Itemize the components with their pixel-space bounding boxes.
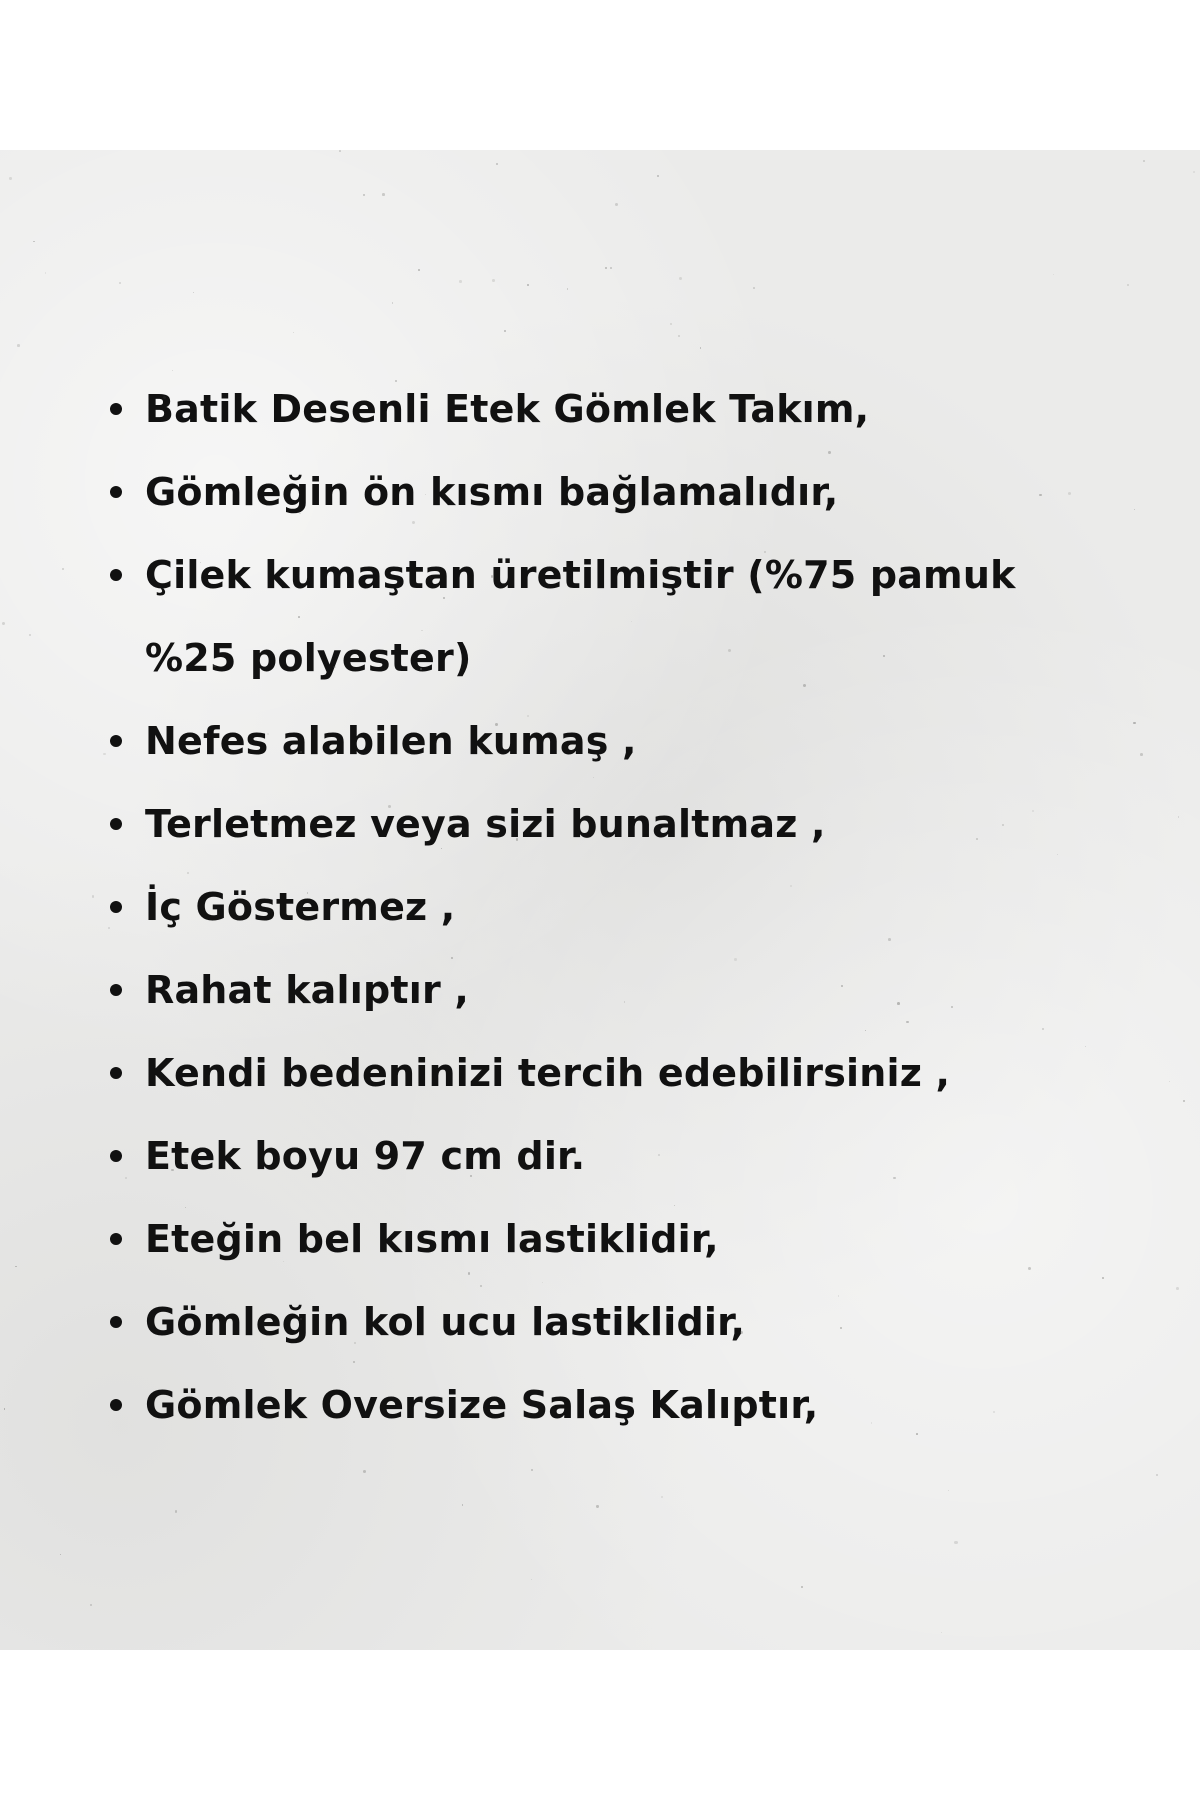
feature-text: İç Göstermez ,	[145, 885, 456, 929]
paper-speck	[412, 521, 415, 524]
paper-speck	[657, 175, 659, 177]
paper-speck	[451, 957, 453, 959]
bullet-icon	[110, 1233, 122, 1245]
paper-speck	[492, 279, 495, 282]
feature-item	[105, 1281, 1105, 1364]
paper-speck	[678, 335, 680, 337]
bullet-icon	[110, 818, 122, 830]
paper-speck	[108, 927, 110, 929]
paper-speck	[33, 241, 35, 243]
paper-speck	[828, 451, 831, 454]
paper-speck	[1140, 753, 1143, 756]
paper-speck	[175, 1510, 177, 1512]
paper-speck	[185, 1207, 186, 1208]
feature-text: Nefes alabilen kumaş ,	[145, 719, 637, 763]
paper-speck	[883, 655, 885, 657]
paper-speck	[1134, 509, 1136, 511]
feature-item	[105, 534, 1105, 700]
feature-text: Çilek kumaştan üretilmiştir (%75 pamuk	[145, 553, 1016, 597]
paper-speck	[948, 1490, 949, 1491]
paper-speck	[661, 1496, 663, 1498]
paper-speck	[382, 193, 385, 196]
paper-speck	[363, 1470, 366, 1473]
bullet-icon	[110, 1150, 122, 1162]
paper-speck	[193, 292, 194, 293]
paper-speck	[468, 1272, 470, 1274]
paper-speck	[670, 323, 672, 325]
paper-speck	[1178, 816, 1179, 817]
feature-text: Batik Desenli Etek Gömlek Takım,	[145, 387, 870, 431]
feature-text: Gömleğin kol ucu lastiklidir,	[145, 1300, 746, 1344]
feature-text: Gömlek Oversize Salaş Kalıptır,	[145, 1383, 819, 1427]
paper-speck	[615, 203, 618, 206]
paper-speck	[531, 1579, 532, 1580]
bullet-icon	[110, 1399, 122, 1411]
paper-speck	[700, 347, 702, 349]
paper-speck	[307, 892, 308, 893]
paper-speck	[504, 330, 506, 332]
paper-speck	[951, 1006, 952, 1007]
paper-speck	[17, 344, 20, 347]
paper-speck	[531, 1469, 533, 1471]
paper-speck	[163, 396, 166, 399]
paper-speck	[871, 1422, 872, 1423]
paper-speck	[976, 838, 978, 840]
paper-speck	[293, 332, 294, 333]
paper-speck	[1039, 494, 1041, 496]
paper-speck	[1156, 1474, 1158, 1476]
paper-speck	[354, 1342, 356, 1344]
feature-item	[105, 783, 1105, 866]
paper-speck	[29, 634, 31, 636]
paper-speck	[493, 1168, 494, 1169]
paper-speck	[1183, 1100, 1185, 1102]
paper-speck	[2, 622, 5, 625]
bullet-icon	[110, 901, 122, 913]
paper-speck	[300, 751, 302, 753]
paper-speck	[418, 269, 420, 271]
paper-speck	[1193, 171, 1195, 173]
feature-item	[105, 866, 1105, 949]
paper-speck	[527, 284, 529, 286]
bullet-icon	[110, 486, 122, 498]
paper-speck	[841, 985, 843, 987]
paper-speck	[333, 666, 335, 668]
paper-speck	[753, 287, 755, 289]
paper-speck	[679, 277, 682, 280]
paper-background	[0, 150, 1200, 1650]
bullet-icon	[110, 735, 122, 747]
feature-text: Eteğin bel kısmı lastiklidir,	[145, 1217, 719, 1261]
feature-list	[105, 368, 1105, 1447]
paper-speck	[491, 575, 493, 577]
paper-speck	[60, 1554, 61, 1555]
paper-speck	[459, 280, 461, 282]
paper-speck	[516, 838, 518, 840]
paper-speck	[392, 302, 393, 303]
paper-speck	[267, 733, 269, 735]
paper-speck	[462, 1504, 464, 1506]
paper-speck	[4, 1408, 5, 1409]
paper-speck	[916, 1433, 918, 1435]
paper-speck	[420, 668, 421, 669]
paper-speck	[9, 177, 11, 179]
paper-speck	[363, 194, 364, 195]
paper-speck	[567, 288, 569, 290]
paper-speck	[734, 958, 737, 961]
paper-speck	[801, 1586, 803, 1588]
paper-speck	[62, 568, 64, 570]
paper-speck	[187, 872, 189, 874]
feature-text-continuation: %25 polyester)	[145, 636, 472, 680]
feature-item	[105, 451, 1105, 534]
paper-speck	[624, 1001, 626, 1003]
paper-speck	[1176, 1287, 1179, 1290]
bullet-icon	[110, 569, 122, 581]
paper-speck	[395, 380, 397, 382]
paper-speck	[1053, 274, 1054, 275]
paper-speck	[298, 616, 300, 618]
paper-speck	[15, 1266, 16, 1267]
feature-text: Rahat kalıptır ,	[145, 968, 469, 1012]
paper-speck	[1133, 722, 1136, 725]
paper-speck	[941, 1632, 942, 1633]
paper-speck	[92, 895, 94, 897]
paper-speck	[474, 1407, 476, 1409]
bullet-icon	[110, 984, 122, 996]
feature-item	[105, 368, 1105, 451]
paper-speck	[1002, 824, 1004, 826]
bullet-icon	[110, 1316, 122, 1328]
paper-speck	[610, 267, 612, 269]
feature-item	[105, 1032, 1105, 1115]
paper-speck	[119, 282, 121, 284]
paper-speck	[90, 1604, 92, 1606]
paper-speck	[339, 150, 341, 152]
feature-text: Gömleğin ön kısmı bağlamalıdır,	[145, 470, 839, 514]
feature-item	[105, 1198, 1105, 1281]
paper-speck	[605, 267, 607, 269]
paper-speck	[1143, 160, 1145, 162]
feature-item	[105, 1364, 1105, 1447]
paper-speck	[171, 1169, 173, 1171]
bullet-icon	[110, 403, 122, 415]
paper-speck	[1127, 284, 1129, 286]
paper-speck	[496, 163, 498, 165]
paper-speck	[728, 649, 731, 652]
paper-speck	[268, 823, 269, 824]
paper-speck	[470, 1175, 471, 1176]
paper-speck	[893, 1177, 896, 1180]
paper-speck	[588, 494, 591, 497]
paper-speck	[45, 272, 46, 273]
paper-speck	[596, 1505, 598, 1507]
paper-speck	[993, 1411, 995, 1413]
bullet-icon	[110, 1067, 122, 1079]
paper-speck	[840, 1327, 842, 1329]
paper-speck	[954, 1541, 957, 1544]
feature-item	[105, 1115, 1105, 1198]
paper-speck	[1102, 1277, 1104, 1279]
feature-item	[105, 700, 1105, 783]
feature-text: Kendi bedeninizi tercih edebilirsiniz ,	[145, 1051, 951, 1095]
feature-text: Terletmez veya sizi bunaltmaz ,	[145, 802, 826, 846]
paper-speck	[790, 885, 792, 887]
feature-text: Etek boyu 97 cm dir.	[145, 1134, 586, 1178]
feature-item	[105, 949, 1105, 1032]
paper-speck	[1169, 1081, 1170, 1082]
